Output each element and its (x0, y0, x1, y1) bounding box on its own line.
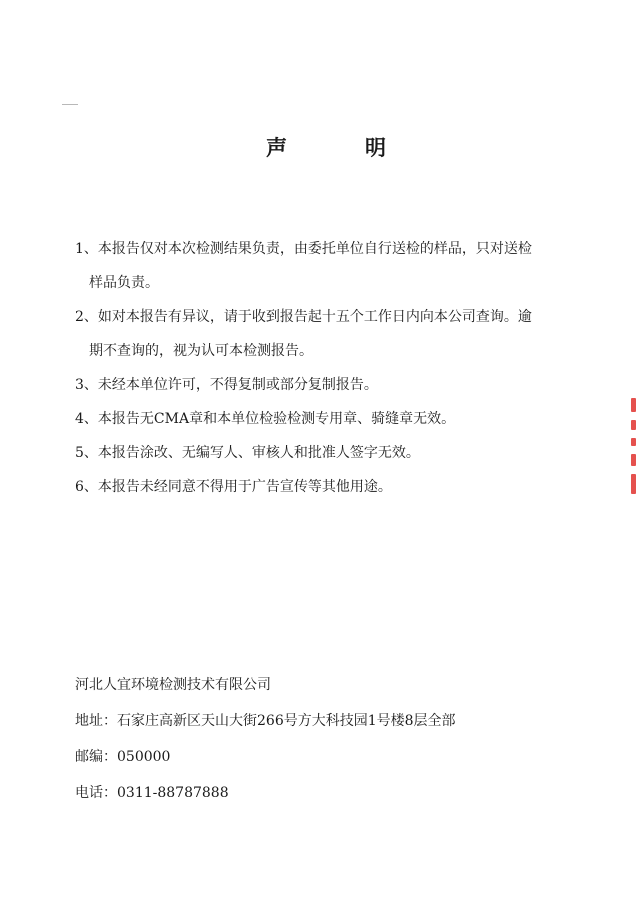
declaration-item-3-text: 3、未经本单位许可，不得复制或部分复制报告。 (75, 377, 378, 393)
page-title-char-1: 声 (266, 135, 287, 160)
declaration-item-6 (75, 470, 595, 504)
declaration-item-4-text: 4、本报告无CMA章和本单位检验检测专用章、骑缝章无效。 (75, 411, 456, 427)
declaration-item-5 (75, 436, 595, 470)
declaration-item-2-text: 2、如对本报告有异议，请于收到报告起十五个工作日内向本公司查询。逾 (75, 309, 532, 325)
declaration-item-2 (75, 300, 595, 368)
company-address: 地址：石家庄高新区天山大街266号方大科技园1号楼8层全部 (75, 713, 456, 729)
declaration-item-4 (75, 402, 595, 436)
declaration-item-2-continuation: 期不查询的，视为认可本检测报告。 (89, 343, 313, 359)
scan-mark (62, 104, 78, 105)
page-title-char-2: 明 (365, 135, 386, 160)
declaration-item-1 (75, 232, 595, 300)
declaration-item-1-text: 1、本报告仅对本次检测结果负责，由委托单位自行送检的样品，只对送检 (75, 241, 532, 257)
declaration-item-6-text: 6、本报告未经同意不得用于广告宣传等其他用途。 (75, 479, 392, 495)
seal-edge-mark (629, 398, 636, 498)
declaration-list (75, 232, 595, 504)
declaration-item-5-text: 5、本报告涂改、无编写人、审核人和批准人签字无效。 (75, 445, 420, 461)
declaration-item-1-continuation: 样品负责。 (89, 275, 159, 291)
company-phone: 电话：0311-88787888 (75, 785, 229, 801)
declaration-item-3 (75, 368, 595, 402)
company-info (75, 667, 595, 811)
company-name: 河北人宜环境检测技术有限公司 (75, 677, 271, 693)
company-postcode: 邮编：050000 (75, 749, 171, 765)
page-title (266, 132, 386, 160)
